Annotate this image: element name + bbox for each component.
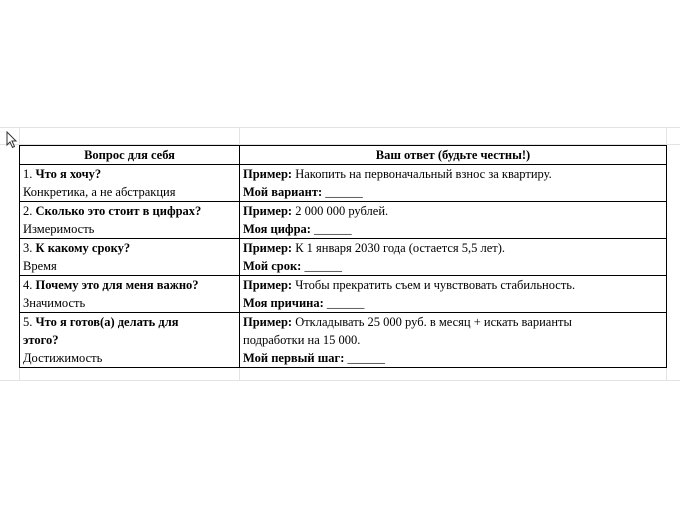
- example-text: Накопить на первоначальный взнос за квартиру.: [295, 167, 552, 181]
- example-label: Пример:: [243, 204, 293, 218]
- question-text: К какому сроку?: [35, 241, 131, 255]
- answer-label: Мой срок:: [243, 259, 302, 273]
- answer-line: [243, 220, 663, 238]
- question-number: 5.: [23, 315, 33, 329]
- mouse-pointer-icon: [6, 131, 18, 149]
- example-line: [243, 239, 663, 257]
- question-number: 2.: [23, 204, 33, 218]
- table-row: [20, 239, 667, 276]
- table-row: [20, 276, 667, 313]
- answer-blank: ______: [347, 351, 386, 365]
- example-line: [243, 202, 663, 220]
- question-cell[interactable]: [20, 165, 240, 202]
- goal-setting-table: [19, 145, 667, 368]
- example-label: Пример:: [243, 241, 293, 255]
- answer-line: [243, 294, 663, 312]
- answer-cell[interactable]: [240, 313, 667, 368]
- example-label: Пример:: [243, 278, 293, 292]
- question-cell[interactable]: [20, 239, 240, 276]
- table-header-row: [20, 146, 667, 165]
- answer-cell[interactable]: [240, 165, 667, 202]
- table-row: [20, 165, 667, 202]
- answer-blank: ______: [314, 222, 352, 236]
- table-row: [20, 202, 667, 239]
- question-text-cont: этого?: [23, 333, 59, 347]
- criterion-text: Достижимость: [23, 351, 103, 365]
- example-text: 2 000 000 рублей.: [295, 204, 389, 218]
- example-line-cont: подработки на 15 000.: [243, 333, 361, 347]
- answer-blank: ______: [304, 259, 342, 273]
- question-text: Сколько это стоит в цифрах?: [35, 204, 202, 218]
- question-number: 3.: [23, 241, 33, 255]
- question-line: [23, 276, 236, 294]
- header-answer[interactable]: Ваш ответ (будьте честны!): [240, 146, 667, 165]
- example-label: Пример:: [243, 167, 293, 181]
- question-line: [23, 202, 236, 220]
- question-number: 4.: [23, 278, 33, 292]
- answer-label: Моя цифра:: [243, 222, 311, 236]
- answer-label: Мой первый шаг:: [243, 351, 345, 365]
- header-question[interactable]: Вопрос для себя: [20, 146, 240, 165]
- criterion-text: Конкретика, а не абстракция: [23, 185, 176, 199]
- criterion-text: Значимость: [23, 296, 86, 310]
- question-line: [23, 239, 236, 257]
- criterion-text: Время: [23, 259, 57, 273]
- question-cell[interactable]: [20, 313, 240, 368]
- example-text: Чтобы прекратить съем и чувствовать стабильность.: [295, 278, 576, 292]
- question-cell[interactable]: [20, 276, 240, 313]
- answer-blank: ______: [326, 296, 365, 310]
- example-text: Откладывать 25 000 руб. в месяц + искать варианты: [295, 315, 572, 329]
- example-label: Пример:: [243, 315, 293, 329]
- question-number: 1.: [23, 167, 33, 181]
- answer-line: [243, 183, 663, 201]
- question-cell[interactable]: [20, 202, 240, 239]
- answer-label: Мой вариант:: [243, 185, 323, 199]
- criterion-text: Измеримость: [23, 222, 95, 236]
- answer-cell[interactable]: [240, 276, 667, 313]
- answer-cell[interactable]: [240, 239, 667, 276]
- answer-line: [243, 257, 663, 275]
- question-text: Что я хочу?: [35, 167, 102, 181]
- answer-line: [243, 349, 663, 367]
- question-text: Что я готов(а) делать для: [35, 315, 179, 329]
- question-line: [23, 313, 236, 331]
- example-line: [243, 276, 663, 294]
- answer-cell[interactable]: [240, 202, 667, 239]
- example-line: [243, 313, 663, 331]
- question-line: [23, 165, 236, 183]
- answer-label: Моя причина:: [243, 296, 324, 310]
- example-line: [243, 165, 663, 183]
- question-line-cont: [23, 331, 236, 349]
- answer-blank: ______: [325, 185, 363, 199]
- table-row: [20, 313, 667, 368]
- example-text: К 1 января 2030 года (остается 5,5 лет).: [295, 241, 506, 255]
- question-text: Почему это для меня важно?: [35, 278, 199, 292]
